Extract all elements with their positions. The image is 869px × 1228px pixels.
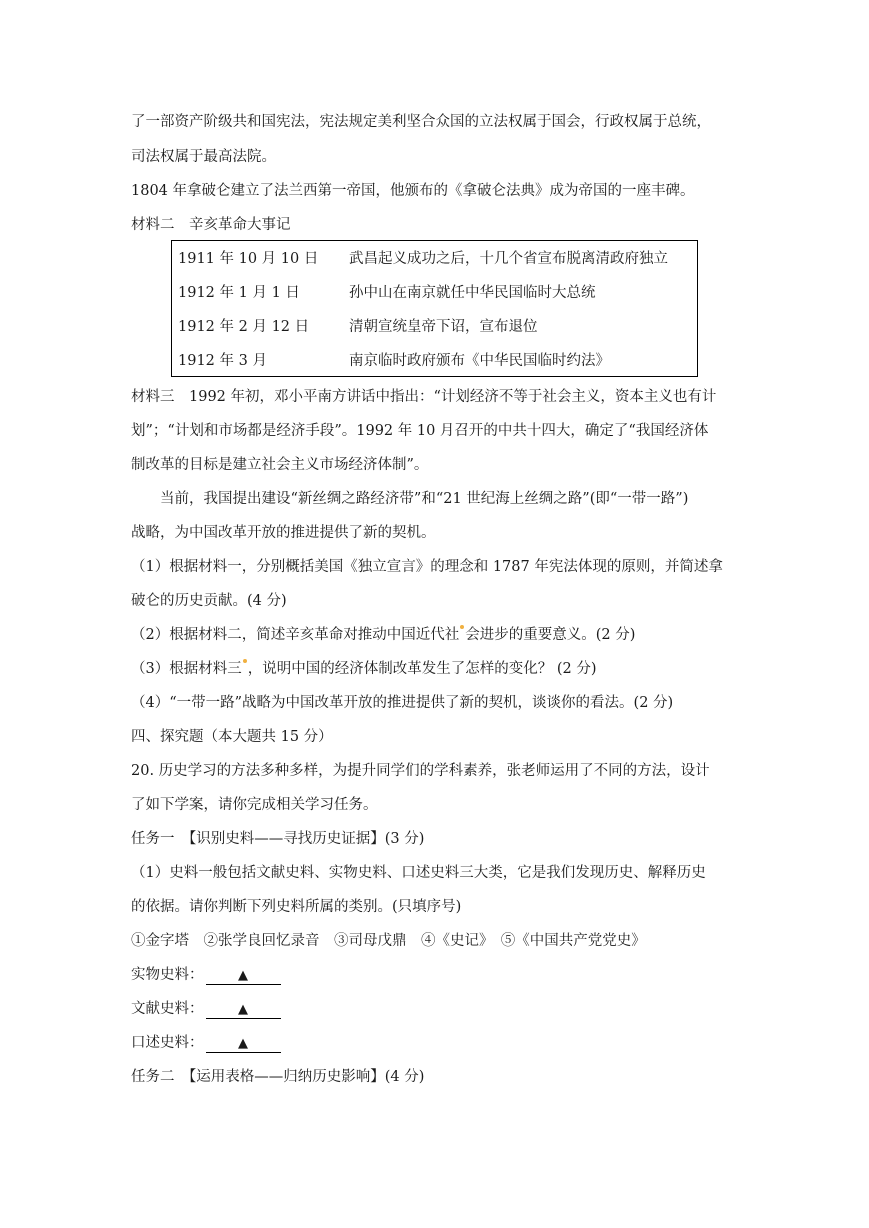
- timeline-event: 孙中山在南京就任中华民国临时大总统: [349, 285, 596, 301]
- timeline-row: [172, 351, 697, 371]
- answer-blank-documentary[interactable]: ▲: [206, 1002, 281, 1019]
- task-1-heading: 任务一 【识别史料——寻找历史证据】(3 分): [131, 831, 425, 847]
- source-options: ①金字塔 ②张学良回忆录音 ③司母戊鼎 ④《史记》 ⑤《中国共产党党史》: [131, 933, 646, 949]
- timeline-date: 1912 年 1 月 1 日: [178, 285, 300, 301]
- ink-mark: [243, 659, 247, 663]
- question-2-part2: 会进步的重要意义。(2 分): [465, 627, 636, 643]
- material3-line2: 划”；“计划和市场都是经济手段”。1992 年 10 月召开的中共十四大，确定了“我国经济体: [131, 423, 709, 439]
- timeline-row: [172, 283, 697, 303]
- material1-text-line2: 司法权属于最高法院。: [131, 149, 276, 165]
- question-20-line2: 了如下学案，请你完成相关学习任务。: [131, 797, 378, 813]
- task-2-heading: 任务二 【运用表格——归纳历史影响】(4 分): [131, 1069, 425, 1085]
- fill-oral-label: 口述史料：: [131, 1035, 204, 1051]
- timeline-event: 清朝宣统皇帝下诏，宣布退位: [349, 319, 538, 335]
- timeline-date: 1912 年 2 月 12 日: [178, 319, 310, 335]
- material3-line4: 当前，我国提出建设“新丝绸之路经济带”和“21 世纪海上丝绸之路”(即“一带一路”): [160, 491, 689, 507]
- section-4-heading: 四、探究题（本大题共 15 分）: [131, 729, 333, 745]
- question-3-part2: ，说明中国的经济体制改革发生了怎样的变化？ (2 分): [247, 661, 597, 677]
- question-20-line1: 20. 历史学习的方法多种多样，为提升同学们的学科素养，张老师运用了不同的方法，设计: [131, 763, 710, 779]
- answer-blank-oral[interactable]: ▲: [206, 1036, 281, 1053]
- material3-line1: 材料三 1992 年初，邓小平南方讲话中指出：“计划经济不等于社会主义，资本主义也有计: [131, 389, 717, 405]
- question-2-part1: （2）根据材料二，简述辛亥革命对推动中国近代社: [131, 627, 460, 643]
- timeline-event: 武昌起义成功之后，十几个省宣布脱离清政府独立: [349, 251, 668, 267]
- fill-documentary-sources: [131, 999, 281, 1019]
- task-1-question-line1: （1）史料一般包括文献史料、实物史料、口述史料三大类，它是我们发现历史、解释历史: [131, 865, 706, 881]
- xinhai-timeline-table: [171, 240, 698, 377]
- material3-line3: 制改革的目标是建立社会主义市场经济体制”。: [131, 457, 429, 473]
- task-1-question-line2: 的依据。请你判断下列史料所属的类别。(只填序号): [131, 899, 462, 915]
- material3-line5: 战略，为中国改革开放的推进提供了新的契机。: [131, 525, 436, 541]
- fill-oral-sources: [131, 1033, 281, 1053]
- fill-documentary-label: 文献史料：: [131, 1001, 204, 1017]
- timeline-row: [172, 249, 697, 269]
- material1-text-line1: 了一部资产阶级共和国宪法，宪法规定美利坚合众国的立法权属于国会，行政权属于总统，: [131, 114, 711, 130]
- question-3: [131, 659, 597, 679]
- timeline-date: 1911 年 10 月 10 日: [178, 251, 319, 267]
- question-1-line1: （1）根据材料一，分别概括美国《独立宣言》的理念和 1787 年宪法体现的原则，并简述拿: [131, 559, 723, 575]
- material1-napoleon-line: 1804 年拿破仑建立了法兰西第一帝国，他颁布的《拿破仑法典》成为帝国的一座丰碑。: [131, 183, 695, 199]
- question-1-line2: 破仑的历史贡献。(4 分): [131, 593, 287, 609]
- timeline-date: 1912 年 3 月: [178, 353, 267, 369]
- timeline-row: [172, 317, 697, 337]
- answer-blank-physical[interactable]: ▲: [206, 968, 281, 985]
- fill-physical-sources: [131, 965, 281, 985]
- timeline-event: 南京临时政府颁布《中华民国临时约法》: [349, 353, 610, 369]
- question-4: （4）“一带一路”战略为中国改革开放的推进提供了新的契机，谈谈你的看法。(2 分): [131, 695, 674, 711]
- fill-physical-label: 实物史料：: [131, 967, 204, 983]
- question-2: [131, 625, 635, 645]
- question-3-part1: （3）根据材料三: [131, 661, 242, 677]
- material2-title: 材料二 辛亥革命大事记: [131, 217, 291, 233]
- ink-mark: [460, 625, 464, 629]
